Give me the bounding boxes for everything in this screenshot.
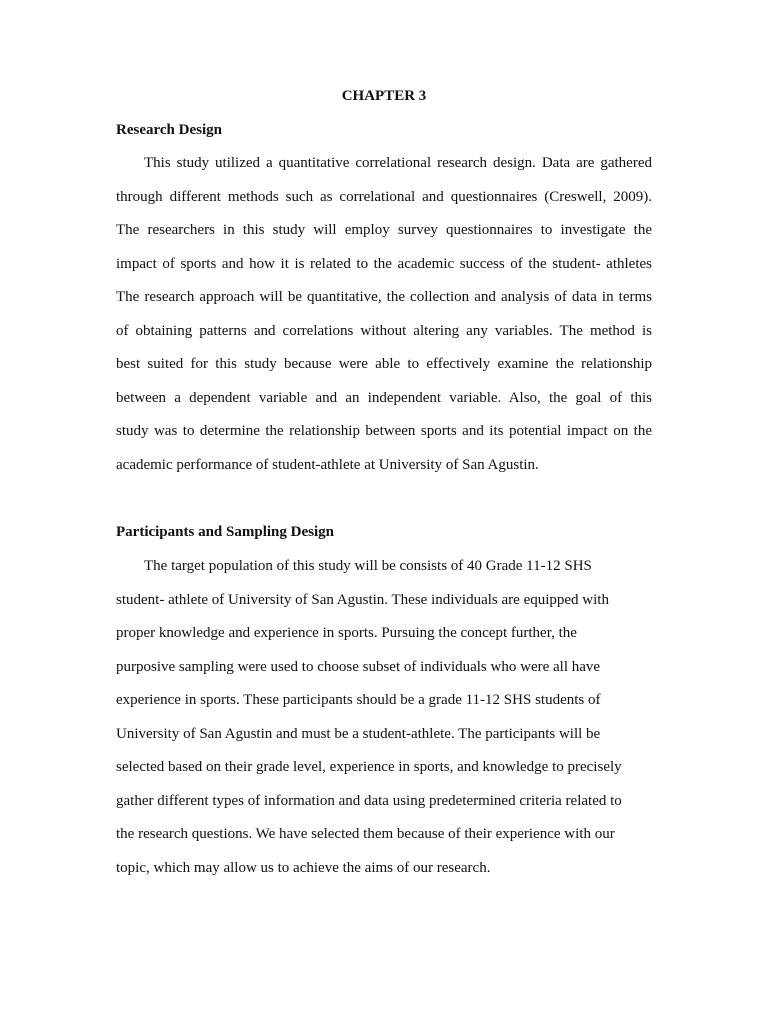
paragraph-line: proper knowledge and experience in sports. Pursuing the concept further, the	[116, 625, 577, 641]
paragraph-line: best suited for this study because were able to effectively examine the relationship	[116, 356, 652, 372]
paragraph-line: through different methods such as correlational and questionnaires (Creswell, 2009).	[116, 188, 652, 205]
paragraph-line: The research approach will be quantitative, the collection and analysis of data in terms	[116, 289, 652, 305]
chapter-title: CHAPTER 3	[341, 88, 427, 104]
paragraph-line: The target population of this study will be consists of 40 Grade 11-12 SHS	[144, 558, 592, 574]
section-heading-participants: Participants and Sampling Design	[116, 524, 334, 540]
paragraph-research-design	[116, 153, 652, 488]
paragraph-line: between a dependent variable and an independent variable. Also, the goal of this	[116, 389, 652, 406]
paragraph-line: purposive sampling were used to choose subset of individuals who were all have	[116, 658, 601, 675]
paragraph-line: experience in sports. These participants should be a grade 11-12 SHS students of	[116, 692, 601, 708]
paragraph-line: This study utilized a quantitative correlational research design. Data are gathered	[144, 155, 652, 171]
paragraph-participants	[116, 556, 652, 891]
paragraph-line: study was to determine the relationship between sports and its potential impact on the	[116, 423, 652, 439]
paragraph-line: student- athlete of University of San Agustin. These individuals are equipped with	[116, 591, 609, 608]
paragraph-line: selected based on their grade level, experience in sports, and knowledge to precisely	[116, 759, 622, 775]
section-heading-research-design: Research Design	[116, 122, 222, 138]
paragraph-line: academic performance of student-athlete at University of San Agustin.	[116, 456, 539, 473]
paragraph-line: topic, which may allow us to achieve the aims of our research.	[116, 859, 491, 876]
paragraph-line: gather different types of information and data using predetermined criteria related to	[116, 792, 622, 809]
paragraph-line: impact of sports and how it is related to the academic success of the student- athletes	[116, 255, 652, 272]
paragraph-line: The researchers in this study will employ survey questionnaires to investigate the	[116, 222, 652, 238]
paragraph-line: of obtaining patterns and correlations without altering any variables. The method is	[116, 322, 652, 339]
paragraph-line: University of San Agustin and must be a student-athlete. The participants will be	[116, 725, 601, 742]
paragraph-line: the research questions. We have selected them because of their experience with our	[116, 826, 615, 842]
